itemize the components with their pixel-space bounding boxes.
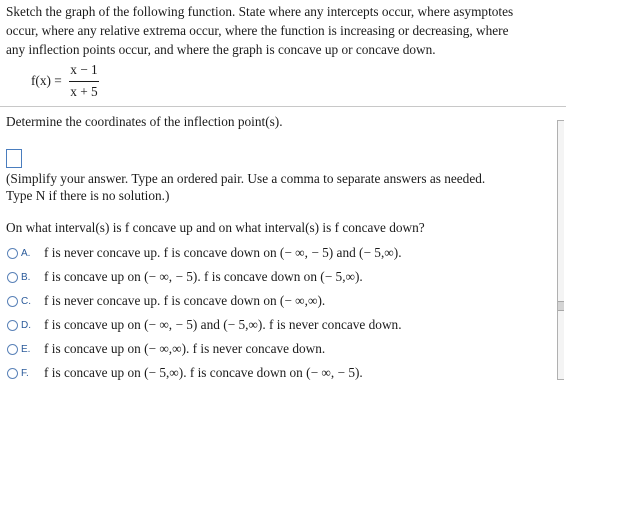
- option-text: f is never concave up. f is concave down on (− ∞, − 5) and (− 5,∞).: [44, 245, 402, 260]
- vertical-scrollbar[interactable]: [557, 120, 564, 380]
- section-divider: [0, 106, 566, 107]
- option-letter: F.: [21, 368, 29, 379]
- option-letter: D.: [21, 320, 31, 331]
- hint-line: Type N if there is no solution.): [6, 188, 170, 203]
- option-letter: B.: [21, 272, 31, 283]
- function-lhs: f(x) =: [31, 73, 62, 88]
- concavity-question: On what interval(s) is f concave up and on what interval(s) is f concave down?: [6, 220, 425, 235]
- radio-button[interactable]: [7, 272, 18, 283]
- inflection-answer-input[interactable]: [6, 149, 22, 168]
- hint-line: (Simplify your answer. Type an ordered pair. Use a comma to separate answers as needed.: [6, 171, 486, 186]
- answer-hint: [6, 170, 485, 204]
- problem-line: occur, where any relative extrema occur, where the function is increasing or decreasing, where: [6, 23, 509, 38]
- radio-button[interactable]: [7, 320, 18, 331]
- option-text: f is concave up on (− ∞, − 5). f is concave down on (− 5,∞).: [44, 269, 363, 284]
- problem-statement: [6, 2, 566, 59]
- scrollbar-thumb[interactable]: [558, 301, 564, 311]
- inflection-question: Determine the coordinates of the inflection point(s).: [6, 114, 283, 129]
- function-denominator: x + 5: [70, 84, 98, 99]
- radio-button[interactable]: [7, 368, 18, 379]
- fraction-bar: [69, 81, 99, 82]
- option-text: f is concave up on (− ∞,∞). f is never concave down.: [44, 341, 326, 356]
- function-numerator: x − 1: [70, 62, 98, 77]
- radio-button[interactable]: [7, 296, 18, 307]
- option-letter: C.: [21, 296, 31, 307]
- problem-line: Sketch the graph of the following function. State where any intercepts occur, where asymptotes: [6, 4, 514, 19]
- problem-line: any inflection points occur, and where the graph is concave up or concave down.: [6, 42, 436, 57]
- option-text: f is concave up on (− 5,∞). f is concave down on (− ∞, − 5).: [44, 365, 363, 380]
- option-letter: E.: [21, 344, 31, 355]
- option-text: f is never concave up. f is concave down on (− ∞,∞).: [44, 293, 326, 308]
- option-letter: A.: [21, 248, 31, 259]
- radio-button[interactable]: [7, 248, 18, 259]
- radio-button[interactable]: [7, 344, 18, 355]
- function-formula: [31, 62, 151, 104]
- option-text: f is concave up on (− ∞, − 5) and (− 5,∞). f is never concave down.: [44, 317, 402, 332]
